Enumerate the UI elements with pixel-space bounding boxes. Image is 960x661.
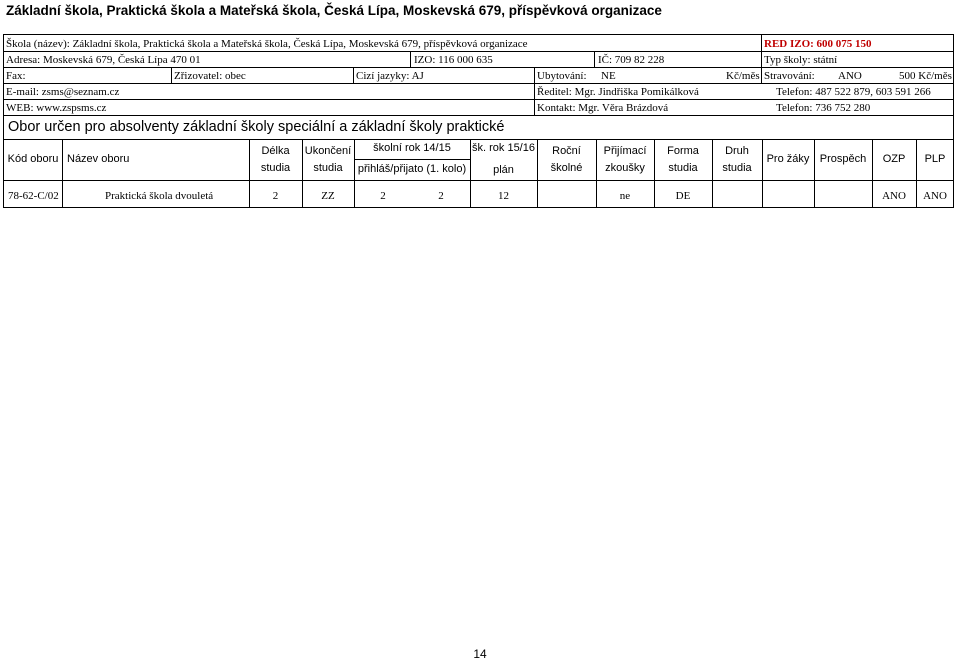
header-study-form: Forma studia — [667, 145, 699, 174]
page-number: 14 — [473, 647, 487, 661]
address: Adresa: Moskevská 679, Česká Lípa 470 01 — [6, 54, 201, 66]
row-ozp: ANO — [882, 190, 906, 202]
header-annual-fee: Roční školné — [550, 145, 583, 174]
header-study-type: Druh studia — [722, 145, 752, 174]
phone-1: Telefon: 487 522 879, 603 591 266 — [776, 86, 931, 98]
meals-cost: 500 Kč/měs — [899, 70, 952, 82]
header-for-pupils: Pro žáky — [766, 153, 810, 165]
accommodation-cost: Kč/měs — [726, 70, 760, 82]
header-year-1415: školní rok 14/15 — [373, 142, 451, 154]
row-code: 78-62-C/02 — [8, 190, 59, 202]
header-applied-admitted: přihláš/přijato (1. kolo) — [357, 163, 467, 175]
contact-person: Kontakt: Mgr. Věra Brázdová — [537, 102, 669, 114]
row-plp: ANO — [923, 190, 947, 202]
header-code: Kód oboru — [7, 153, 59, 165]
row-completion: ZZ — [321, 190, 335, 202]
header-plp: PLP — [924, 153, 946, 165]
ic: IČ: 709 82 228 — [598, 54, 665, 66]
page-title: Základní škola, Praktická škola a Mateřská škola, Česká Lípa, Moskevská 679, příspěvková organizace — [6, 3, 662, 18]
email: E-mail: zsms@seznam.cz — [6, 86, 120, 98]
row-form: DE — [675, 190, 691, 202]
header-year-1516: šk. rok 15/16 — [472, 142, 535, 154]
website: WEB: www.zspsms.cz — [6, 102, 107, 114]
section-title: Obor určen pro absolventy základní školy speciální a základní školy praktické — [8, 119, 505, 135]
director: Ředitel: Mgr. Jindřiška Pomikálková — [537, 86, 699, 98]
izo: IZO: 116 000 635 — [414, 54, 493, 66]
phone-2: Telefon: 736 752 280 — [776, 102, 871, 114]
row-length: 2 — [272, 190, 279, 202]
meals-label: Stravování: — [764, 70, 815, 82]
row-name: Praktická škola dvouletá — [105, 190, 214, 202]
red-izo: RED IZO: 600 075 150 — [764, 38, 872, 50]
accommodation-label: Ubytování: — [537, 70, 587, 82]
founder: Zřizovatel: obec — [174, 70, 246, 82]
header-entrance-exams: Přijímací zkoušky — [603, 145, 647, 174]
accommodation-value: NE — [601, 70, 616, 82]
header-name: Název oboru — [67, 153, 130, 165]
header-plan: plán — [493, 164, 514, 176]
header-grades: Prospěch — [819, 153, 867, 165]
meals-value: ANO — [838, 70, 862, 82]
row-admitted: 2 — [438, 190, 444, 202]
row-exams: ne — [619, 190, 631, 202]
school-type: Typ školy: státní — [764, 54, 838, 66]
school-info-table — [3, 34, 954, 208]
header-ozp: OZP — [882, 153, 906, 165]
header-length: Délka studia — [260, 145, 291, 174]
languages: Cizí jazyky: AJ — [356, 70, 424, 82]
row-applied: 2 — [380, 190, 386, 202]
fax: Fax: — [6, 70, 26, 82]
header-completion: Ukončení studia — [304, 145, 352, 174]
row-plan: 12 — [498, 190, 509, 202]
school-name: Škola (název): Základní škola, Praktická škola a Mateřská škola, Česká Lípa, Moskevská 679, příspěvková organizace — [6, 38, 528, 50]
